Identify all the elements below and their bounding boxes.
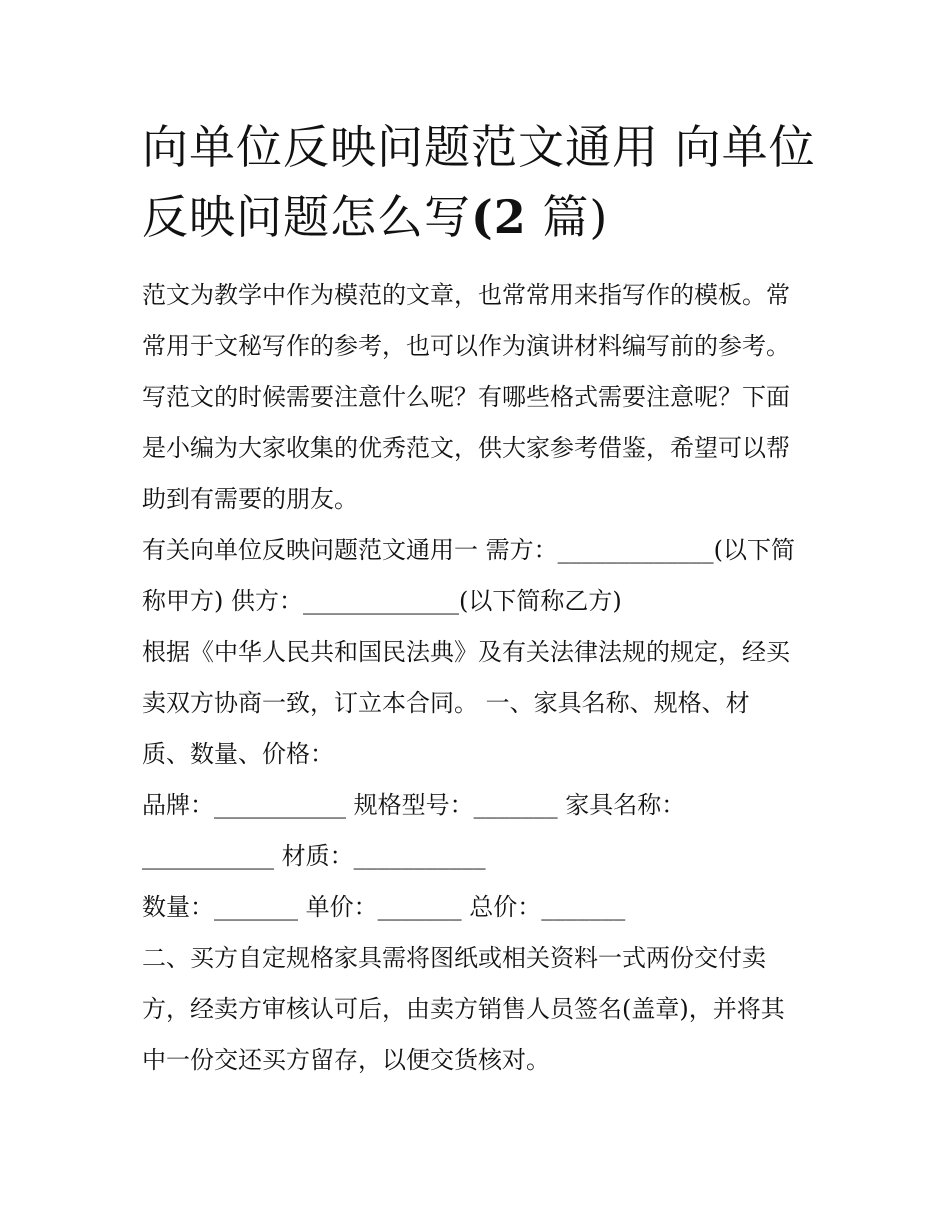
intro-paragraph <box>142 270 822 525</box>
document-page <box>142 112 822 1086</box>
title-main-text: 向单位反映问题范文通用 向单位反映问题怎么写 <box>142 120 816 244</box>
intro-line: 范文为教学中作为模范的文章，也常常用来指写作的模板。常 <box>142 281 790 309</box>
intro-line: 助到有需要的朋友。 <box>142 485 358 513</box>
contract-basis-line: 卖双方协商一致，订立本合同。 一、家具名称、规格、材 <box>142 689 750 717</box>
contract-body <box>142 525 822 1086</box>
contract-basis-line: 根据《中华人民共和国民法典》及有关法律法规的规定，经买 <box>142 638 790 666</box>
intro-line: 是小编为大家收集的优秀范文，供大家参考借鉴，希望可以帮 <box>142 434 790 462</box>
title-count-unit: 篇) <box>542 190 609 244</box>
contract-parties-line: 称甲方) 供方：_____________(以下简称乙方) <box>142 587 622 615</box>
clause-two-line: 方，经卖方审核认可后，由卖方销售人员签名(盖章)，并将其 <box>142 995 785 1023</box>
clause-two-line: 二、买方自定规格家具需将图纸或相关资料一式两份交付卖 <box>142 944 766 972</box>
furniture-spec-line: ___________ 材质：___________ <box>142 842 486 870</box>
intro-line: 写范文的时候需要注意什么呢？有哪些格式需要注意呢？下面 <box>142 383 790 411</box>
furniture-price-line: 数量：_______ 单价：_______ 总价：_______ <box>142 893 626 921</box>
contract-parties-line: 有关向单位反映问题范文通用一 需方：_____________(以下简 <box>142 536 795 564</box>
clause-two-line: 中一份交还买方留存，以便交货核对。 <box>142 1046 550 1074</box>
title-count-number: (2 <box>471 190 527 244</box>
contract-basis-line: 质、数量、价格： <box>142 740 334 768</box>
furniture-spec-line: 品牌：___________ 规格型号：_______ 家具名称： <box>142 791 686 819</box>
intro-line: 常用于文秘写作的参考，也可以作为演讲材料编写前的参考。 <box>142 332 790 360</box>
document-title <box>142 112 822 252</box>
